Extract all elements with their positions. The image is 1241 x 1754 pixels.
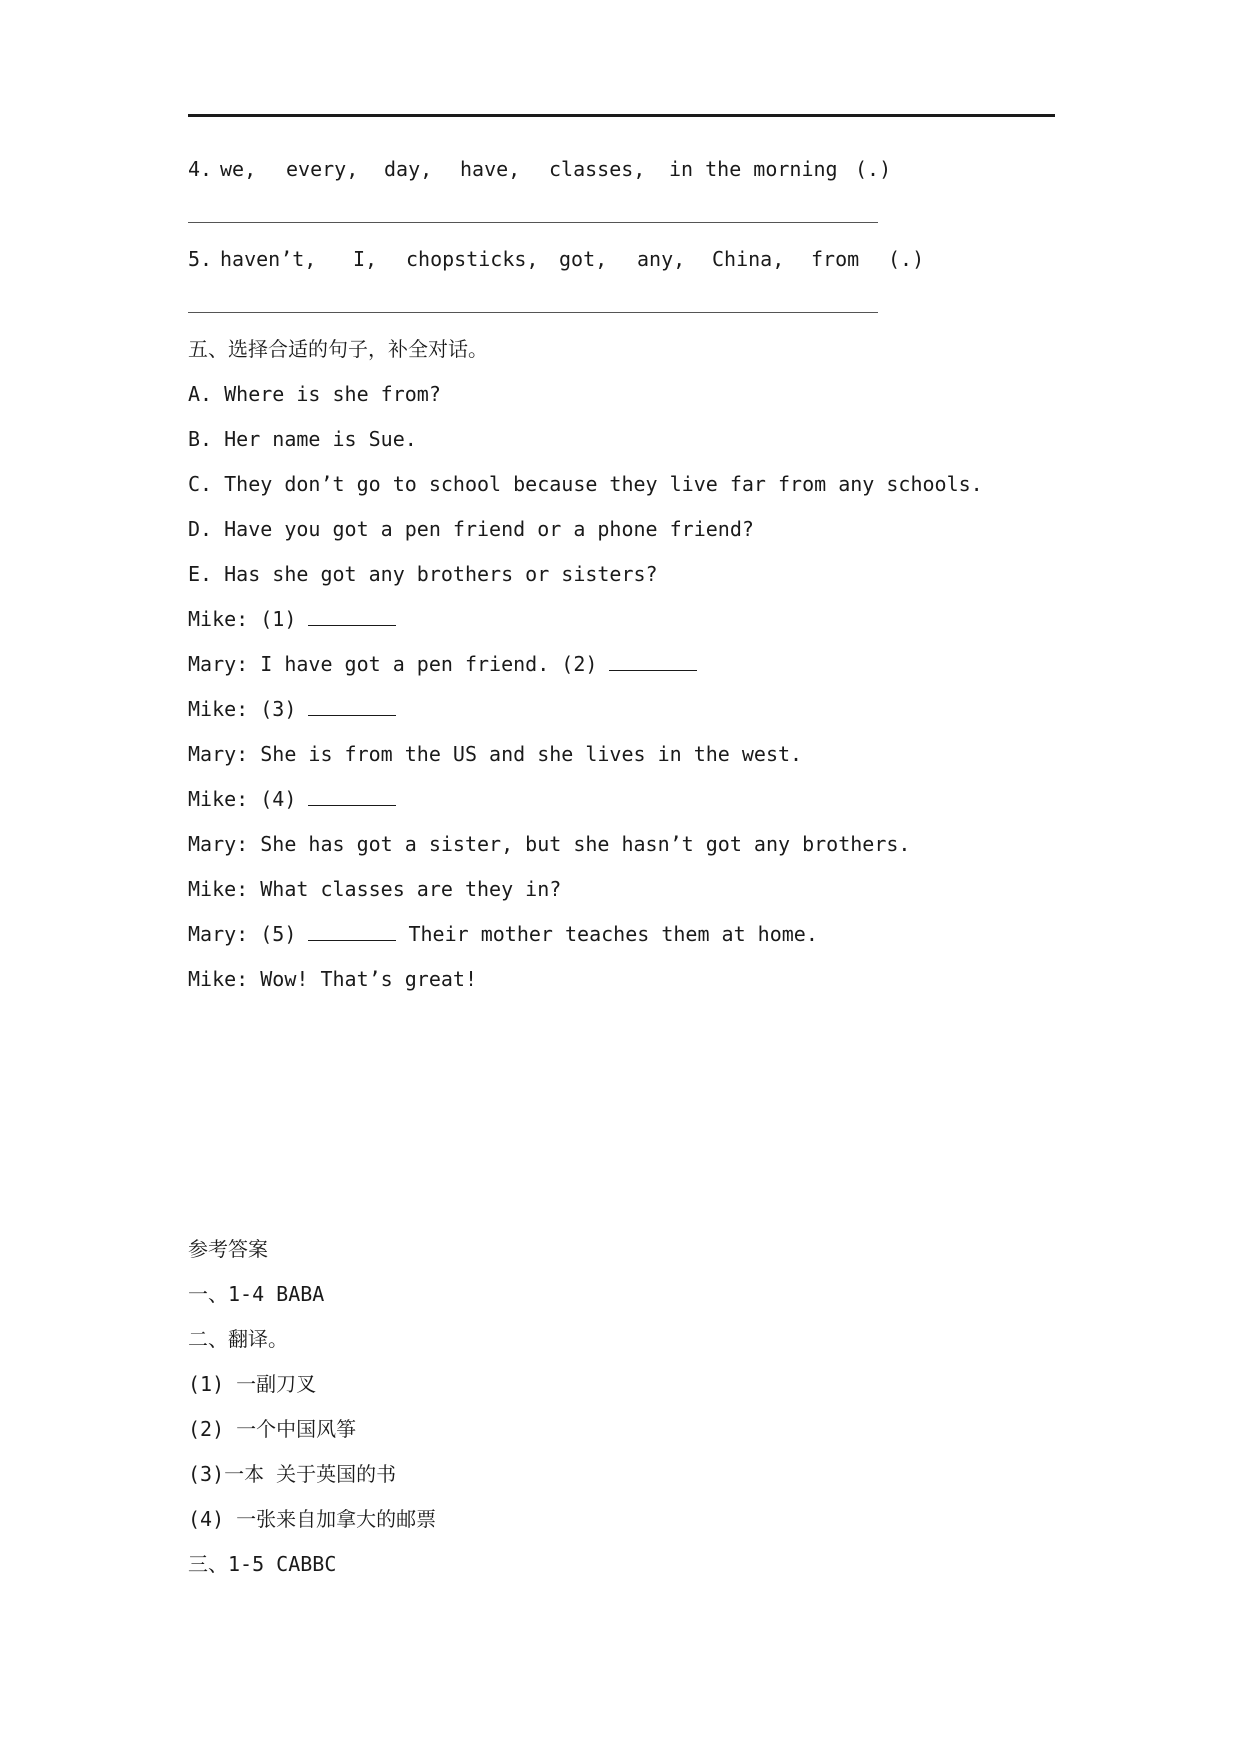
answer-blank[interactable] <box>308 787 396 806</box>
dialogue-text: Mike: (3) <box>188 697 309 721</box>
option-c: C. They don’t go to school because they live far from any schools. <box>188 472 983 496</box>
dialogue-line-2 <box>188 652 697 676</box>
word-token: we, <box>220 157 257 181</box>
answers-part-2-item: (2) 一个中国风筝 <box>188 1417 357 1441</box>
option-a: A. Where is she from? <box>188 382 441 406</box>
word-token: in the morning <box>669 157 838 181</box>
dialogue-line-6: Mary: She has got a sister, but she hasn’t got any brothers. <box>188 832 911 856</box>
answers-part-2-heading: 二、翻译。 <box>188 1327 288 1351</box>
dialogue-text: Mary: (5) <box>188 922 309 946</box>
word-token: haven’t, <box>220 247 317 271</box>
word-token: chopsticks, <box>406 247 539 271</box>
answer-blank[interactable] <box>308 922 396 941</box>
dialogue-line-3 <box>188 697 396 721</box>
option-d: D. Have you got a pen friend or a phone friend? <box>188 517 754 541</box>
dialogue-text: Mary: I have got a pen friend. (2) <box>188 652 610 676</box>
word-token: from <box>811 247 860 271</box>
word-token: China, <box>712 247 785 271</box>
word-token: every, <box>286 157 359 181</box>
dialogue-line-1 <box>188 607 396 631</box>
word-token: I, <box>353 247 378 271</box>
answer-blank[interactable] <box>308 607 396 626</box>
option-b: B. Her name is Sue. <box>188 427 417 451</box>
dialogue-text: Mike: (1) <box>188 607 309 631</box>
answer-blank[interactable] <box>609 652 697 671</box>
dialogue-line-9: Mike: Wow! That’s great! <box>188 967 477 991</box>
question-number: 4. <box>188 157 213 181</box>
word-token: any, <box>637 247 686 271</box>
answers-title: 参考答案 <box>188 1237 268 1261</box>
dialogue-line-7: Mike: What classes are they in? <box>188 877 562 901</box>
answers-part-2-item: (4) 一张来自加拿大的邮票 <box>188 1507 437 1531</box>
word-token: have, <box>460 157 521 181</box>
section-heading: 五、选择合适的句子，补全对话。 <box>188 337 488 361</box>
word-token: (.) <box>855 157 892 181</box>
dialogue-text: Their mother teaches them at home. <box>396 922 818 946</box>
header-rule <box>188 114 1055 117</box>
answer-line-5 <box>188 312 878 313</box>
answer-line-4 <box>188 222 878 223</box>
question-number: 5. <box>188 247 213 271</box>
answer-blank[interactable] <box>308 697 396 716</box>
dialogue-text: Mike: (4) <box>188 787 309 811</box>
answers-part-2-item: (1) 一副刀叉 <box>188 1372 317 1396</box>
dialogue-line-4: Mary: She is from the US and she lives in the west. <box>188 742 803 766</box>
dialogue-line-8 <box>188 922 818 946</box>
word-token: classes, <box>549 157 646 181</box>
dialogue-line-5 <box>188 787 396 811</box>
answers-part-3: 三、1-5 CABBC <box>188 1552 337 1576</box>
word-token: day, <box>384 157 433 181</box>
answers-part-1: 一、1-4 BABA <box>188 1282 325 1306</box>
answers-part-2-item: (3)一本 关于英国的书 <box>188 1462 397 1486</box>
word-token: (.) <box>888 247 925 271</box>
option-e: E. Has she got any brothers or sisters? <box>188 562 658 586</box>
word-token: got, <box>559 247 608 271</box>
